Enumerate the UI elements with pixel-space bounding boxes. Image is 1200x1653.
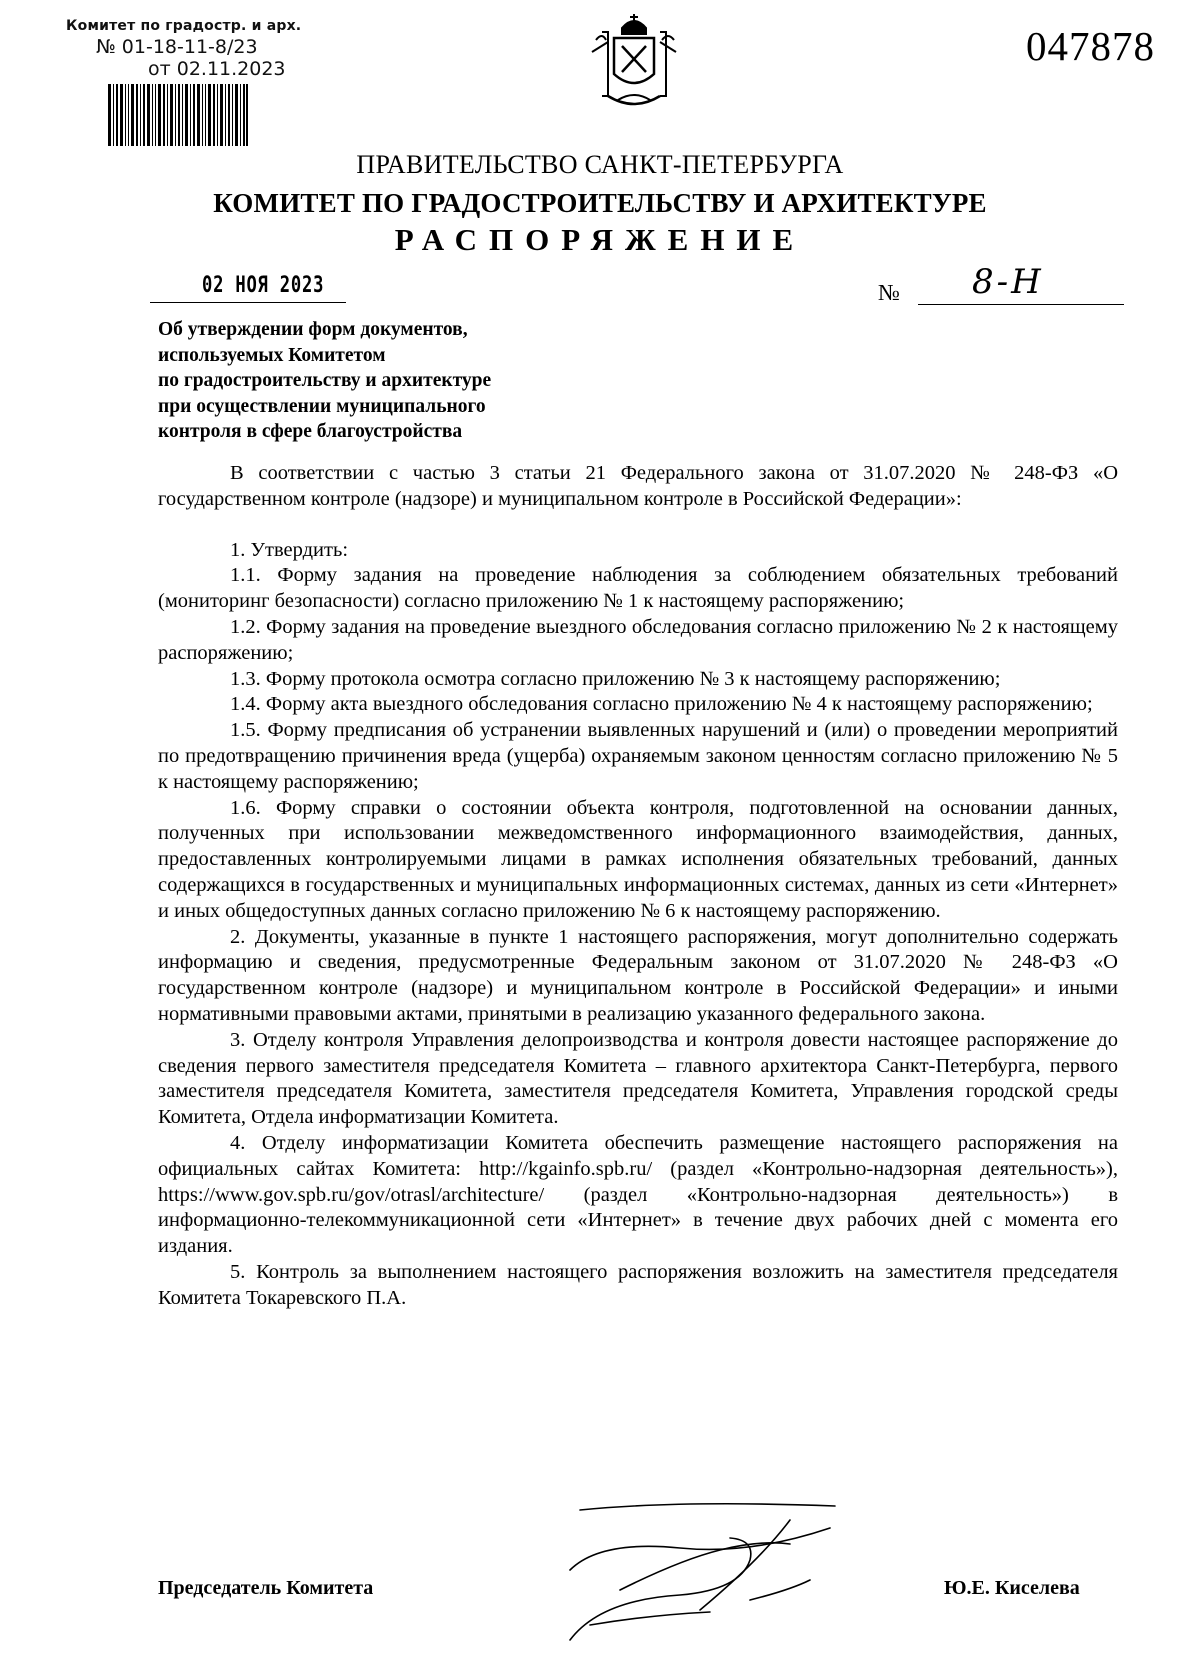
paragraph-1-3: 1.3. Форму протокола осмотра согласно приложению № 3 к настоящему распоряжению; <box>230 667 1001 690</box>
committee-title: КОМИТЕТ ПО ГРАДОСТРОИТЕЛЬСТВУ И АРХИТЕКТУРЕ <box>213 188 987 218</box>
signer-title: Председатель Комитета <box>158 1577 374 1599</box>
paragraph-preamble: В соответствии с частью 3 статьи 21 Федерального закона от 31.07.2020 № 248-ФЗ «О государственном контроле (надзоре) и муниципальном контроле в Российской Федерации»: <box>158 462 1118 510</box>
registration-stamp <box>66 18 306 80</box>
subject-line: Об утверждении форм документов, <box>158 319 468 340</box>
paragraph-1-2: 1.2. Форму задания на проведение выездного обследования согласно приложению № 2 к настоящему распоряжению; <box>158 615 1118 664</box>
paragraph-1-4: 1.4. Форму акта выездного обследования согласно приложению № 4 к настоящему распоряжению; <box>230 693 1093 716</box>
document-date: 02 НОЯ 2023 <box>202 273 325 298</box>
government-title: ПРАВИТЕЛЬСТВО САНКТ-ПЕТЕРБУРГА <box>356 150 844 179</box>
document-body <box>158 461 1118 1312</box>
subject-line: по градостроительству и архитектуре <box>158 370 492 392</box>
stamp-reg-number: № 01-18-11-8/23 <box>96 36 258 58</box>
paragraph-1-6: 1.6. Форму справки о состоянии объекта контроля, подготовленной на основании данных, полученных при использовании межведомственного информационного взаимодействия, данных, предоставленных контролируемыми лицами в рамках исполнения обязательных требований, данных содержащихся в государственных и муниципальных информационных системах, данных из сети «Интернет» и иных общедоступных данных согласно приложению № 6 к настоящему распоряжению. <box>158 796 1118 922</box>
subject-line: используемых Комитетом <box>158 344 386 366</box>
paragraph-1: 1. Утвердить: <box>230 538 349 561</box>
paragraph-1-1: 1.1. Форму задания на проведение наблюдения за соблюдением обязательных требований (мониторинг безопасности) согласно приложению № 1 к настоящему распоряжению; <box>158 564 1118 613</box>
stamp-reg-date: от 02.11.2023 <box>148 58 286 80</box>
document-number: 047878 <box>1026 23 1155 69</box>
paragraph-1-5: 1.5. Форму предписания об устранении выявленных нарушений и (или) о проведении мероприятий по предотвращению причинения вреда (ущерба) охраняемым законом ценностям согласно приложению № 5 к настоящему распоряжению; <box>158 719 1118 793</box>
subject-line: контроля в сфере благоустройства <box>158 421 463 443</box>
paragraph-2: 2. Документы, указанные в пункте 1 настоящего распоряжения, могут дополнительно содержать информацию и сведения, предусмотренные Федеральным законом от 31.07.2020 № 248-ФЗ «О государственном контроле (надзоре) и муниципальном контроле в Российской Федерации» и иными нормативными правовыми актами, принятыми в реализацию указанного федерального закона. <box>158 925 1118 1025</box>
document-date-field <box>150 270 346 303</box>
number-label: № <box>878 280 900 305</box>
signature-image <box>560 1500 870 1650</box>
signer-name: Ю.Е. Киселева <box>944 1577 1080 1599</box>
paragraph-4: 4. Отделу информатизации Комитета обеспечить размещение настоящего распоряжения на официальных сайтах Комитета: http://kgainfo.spb.ru/ (раздел «Контрольно-надзорная деятельность»), https://www.gov.spb.ru/gov/otrasl/architecture/ (раздел «Контрольно-надзорная деятельность») в информационно-телекоммуникационной сети «Интернет» в течение двух рабочих дней с момента его издания. <box>158 1131 1118 1258</box>
handwritten-number: 8-Н <box>972 262 1044 302</box>
paragraph-5: 5. Контроль за выполнением настоящего распоряжения возложить на заместителя председателя Комитета Токаревского П.А. <box>158 1260 1118 1309</box>
coat-of-arms-icon <box>588 12 680 112</box>
document-type-title: РАСПОРЯЖЕНИЕ <box>394 222 806 257</box>
subject-line: при осуществлении муниципального <box>158 395 486 417</box>
barcode <box>108 84 248 146</box>
stamp-committee: Комитет по градостр. и арх. <box>66 18 302 34</box>
document-subject <box>158 317 598 445</box>
paragraph-3: 3. Отделу контроля Управления делопроизводства и контроля довести настоящее распоряжение до сведения первого заместителя председателя Комитета – главного архитектора Санкт-Петербурга, первого заместителя председателя Комитета, заместителя председателя Комитета, Управления городской среды Комитета, Отдела информатизации Комитета. <box>158 1028 1118 1129</box>
number-underline <box>918 304 1124 305</box>
